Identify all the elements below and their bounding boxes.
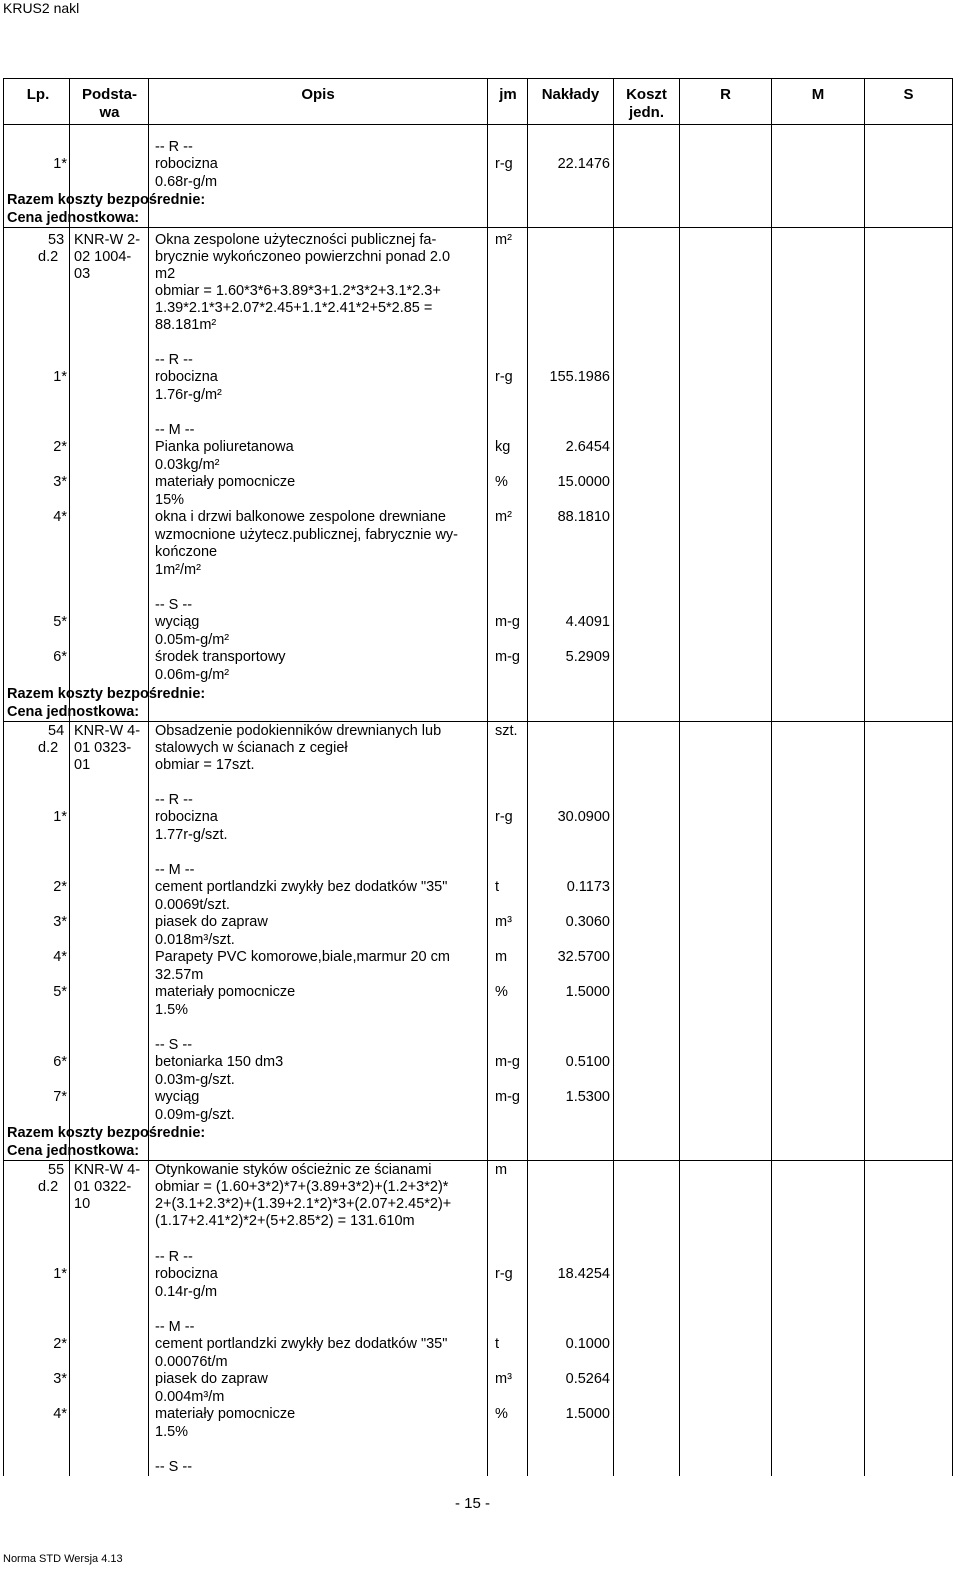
- header-lp: Lp.: [26, 86, 50, 103]
- position-number: 55: [48, 1162, 65, 1178]
- position-sub: d.2: [38, 249, 59, 265]
- header-r: R: [720, 86, 731, 103]
- position-podstawa: KNR-W 2- 02 1004- 03: [74, 232, 141, 282]
- column-divider: [148, 78, 149, 1476]
- column-divider: [69, 78, 70, 1476]
- header-bottom-border: [3, 124, 953, 125]
- position-jm: szt.: [495, 723, 518, 739]
- razem-label: Razem koszty bezpośrednie:: [7, 192, 206, 208]
- position-sub: d.2: [38, 1179, 59, 1195]
- column-divider: [771, 78, 772, 1476]
- column-divider: [864, 78, 865, 1476]
- razem-label: Razem koszty bezpośrednie:: [7, 686, 206, 702]
- position-separator: [3, 1160, 953, 1161]
- column-divider: [613, 78, 614, 1476]
- footer-version: Norma STD Wersja 4.13: [3, 1553, 123, 1565]
- header-podstawa-line2: wa: [99, 104, 120, 121]
- table-border-left: [3, 78, 4, 1476]
- position-description: Obsadzenie podokienników drewnianych lub stalowych w ścianach z cegieł obmiar = 17szt.: [155, 723, 442, 773]
- cena-label: Cena jednostkowa:: [7, 210, 140, 226]
- position-separator: [3, 721, 953, 722]
- column-divider: [679, 78, 680, 1476]
- header-s: S: [903, 86, 914, 103]
- table-top-border: [3, 78, 953, 79]
- position-description: Okna zespolone użyteczności publicznej fa- brycznie wykończoneo powierzchni ponad 2.0 m2 obmiar = 1.60*3*6+3.89*3+1.2*3*2+3.1*2.3+ 1.39*2.1*3+2.07*2.45+1.1*2.41*2+5*2.85 = 88.181m²: [155, 232, 451, 333]
- position-sub: d.2: [38, 740, 59, 756]
- column-divider: [527, 78, 528, 1476]
- position-podstawa: KNR-W 4- 01 0323- 01: [74, 723, 141, 773]
- header-koszt-line1: Koszt: [626, 86, 667, 103]
- header-koszt: [614, 86, 679, 122]
- header-opis: Opis: [301, 86, 335, 103]
- header-m: M: [811, 86, 825, 103]
- position-number: 53: [48, 232, 65, 248]
- cena-label: Cena jednostkowa:: [7, 1143, 140, 1159]
- position-description: Otynkowanie styków ościeżnic ze ścianami obmiar = (1.60+3*2)*7+(3.89+3*2)+(1.2+3*2)* 2+(3.1+2.3*2)+(1.39+2.1*2)*3+(2.07+2.45*2)+ (1.17+2.41*2)*2+(5+2.85*2) = 131.610m: [155, 1162, 452, 1229]
- column-divider: [487, 78, 488, 1476]
- position-jm: m²: [495, 232, 512, 248]
- page-number: - 15 -: [455, 1495, 491, 1512]
- razem-label: Razem koszty bezpośrednie:: [7, 1125, 206, 1141]
- header-jm: jm: [499, 86, 517, 103]
- header-podstawa: [72, 86, 147, 122]
- window-title: KRUS2 nakl: [3, 0, 80, 16]
- table-border-right: [952, 78, 953, 1476]
- header-koszt-line2: jedn.: [628, 104, 664, 121]
- header-podstawa-line1: Podsta-: [81, 86, 137, 103]
- header-naklady: Nakłady: [541, 86, 600, 103]
- position-separator: [3, 227, 953, 228]
- cena-label: Cena jednostkowa:: [7, 704, 140, 720]
- position-jm: m: [495, 1162, 508, 1178]
- position-podstawa: KNR-W 4- 01 0322- 10: [74, 1162, 141, 1212]
- position-number: 54: [48, 723, 65, 739]
